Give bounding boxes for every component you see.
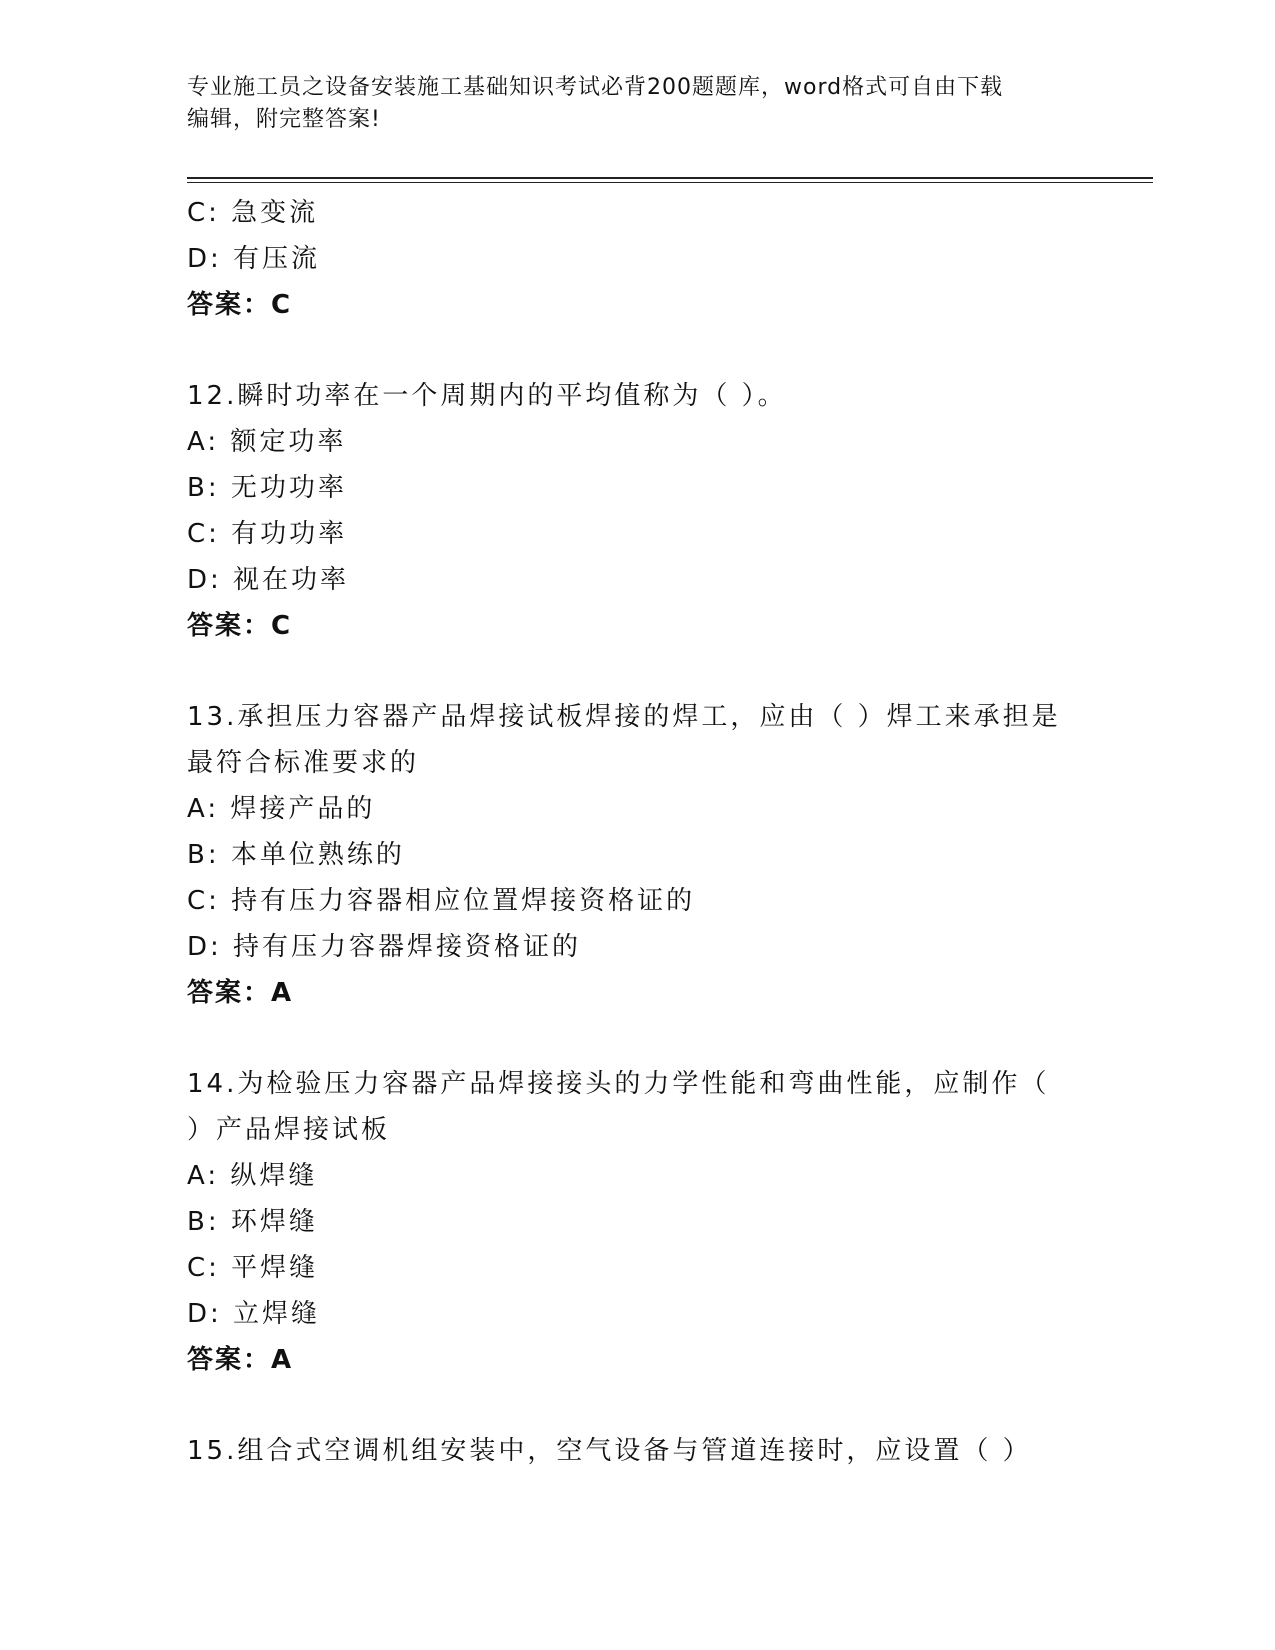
question-12 — [187, 373, 1087, 649]
question-content — [187, 190, 1087, 1474]
answer-line: 答案：A — [187, 978, 294, 1008]
question-stem: 12.瞬时功率在一个周期内的平均值称为（ ）。 — [187, 381, 787, 411]
question-stem-continued: 最符合标准要求的 — [187, 748, 420, 778]
option-d: D: 有压流 — [187, 244, 321, 274]
option-d: D: 视在功率 — [187, 565, 350, 595]
header-line-2: 编辑，附完整答案! — [187, 107, 381, 132]
question-stem: 13.承担压力容器产品焊接试板焊接的焊工，应由（ ）焊工来承担是 — [187, 702, 1061, 732]
option-a: A: 纵焊缝 — [187, 1161, 318, 1191]
question-11-continuation — [187, 190, 1087, 328]
option-d: D: 立焊缝 — [187, 1299, 321, 1329]
option-b: B: 环焊缝 — [187, 1207, 318, 1237]
answer-line: 答案：A — [187, 1345, 294, 1375]
question-13 — [187, 694, 1087, 1016]
option-c: C: 持有压力容器相应位置焊接资格证的 — [187, 886, 696, 916]
answer-line: 答案：C — [187, 611, 293, 641]
header-divider-thick — [187, 177, 1153, 179]
option-c: C: 急变流 — [187, 198, 319, 228]
question-stem: 15.组合式空调机组安装中，空气设备与管道连接时，应设置（ ） — [187, 1436, 1032, 1466]
option-b: B: 本单位熟练的 — [187, 840, 405, 870]
question-stem: 14.为检验压力容器产品焊接接头的力学性能和弯曲性能，应制作（ — [187, 1069, 1050, 1099]
header-divider-thin — [187, 182, 1153, 183]
answer-line: 答案：C — [187, 290, 293, 320]
option-a: A: 额定功率 — [187, 427, 347, 457]
header-line-1: 专业施工员之设备安装施工基础知识考试必背200题题库，word格式可自由下载 — [187, 75, 1004, 100]
option-d: D: 持有压力容器焊接资格证的 — [187, 932, 582, 962]
option-c: C: 有功功率 — [187, 519, 348, 549]
question-15 — [187, 1428, 1087, 1474]
question-14 — [187, 1061, 1087, 1383]
option-a: A: 焊接产品的 — [187, 794, 376, 824]
question-stem-continued: ）产品焊接试板 — [187, 1115, 391, 1145]
option-b: B: 无功功率 — [187, 473, 347, 503]
option-c: C: 平焊缝 — [187, 1253, 319, 1283]
document-header — [187, 72, 1077, 136]
